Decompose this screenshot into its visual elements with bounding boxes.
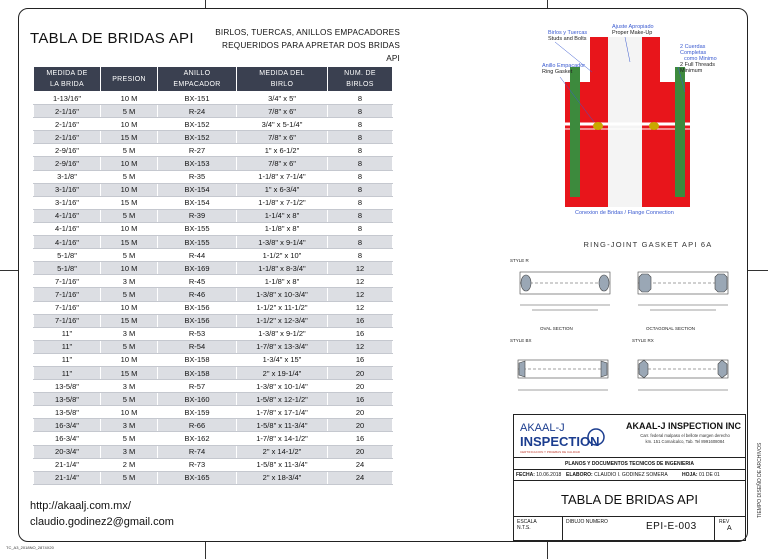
elaboro-value: CLAUDIO I. GODINEZ SOMERA — [594, 472, 668, 478]
table-cell: 1-3/8" x 9-1/2" — [237, 327, 328, 340]
table-cell: R-54 — [158, 340, 237, 353]
table-cell: BX-165 — [158, 471, 237, 484]
table-cell: 8 — [328, 170, 393, 183]
table-cell: 1-1/8" x 8" — [237, 275, 328, 288]
label-studs-en: Studs and Bolts — [548, 36, 587, 42]
table-cell: 10 M — [101, 222, 158, 235]
elaboro-field — [566, 472, 668, 478]
label-threads: 2 Cuerdas — [680, 44, 706, 50]
table-cell: 3/4" x 5" — [237, 92, 328, 105]
table-cell: BX-169 — [158, 262, 237, 275]
company-name: AKAAL-J INSPECTION INC — [626, 421, 742, 431]
style-rx-drawing — [638, 360, 728, 390]
address-line: Carr. federal malpaso el bellote margen derecho — [640, 433, 730, 438]
table-cell: 8 — [328, 92, 393, 105]
table-cell: BX-156 — [158, 301, 237, 314]
column-header — [328, 67, 393, 92]
table-cell: 15 M — [101, 314, 158, 327]
table-cell: 7-1/16" — [34, 275, 101, 288]
table-cell: BX-156 — [158, 314, 237, 327]
column-header-line: NUM. DE — [344, 70, 376, 77]
table-cell: 1-1/8" x 7-1/4" — [237, 170, 328, 183]
table-row — [34, 262, 393, 275]
table-cell: 24 — [328, 471, 393, 484]
table-row — [34, 236, 393, 249]
table-row — [34, 445, 393, 458]
table-cell: 15 M — [101, 236, 158, 249]
column-header-line: BIRLOS — [346, 81, 374, 88]
edge-tick — [547, 542, 548, 559]
table-cell: 7-1/16" — [34, 288, 101, 301]
table-row — [34, 393, 393, 406]
table-cell: 12 — [328, 340, 393, 353]
table-cell: 10 M — [101, 301, 158, 314]
table-cell: 20 — [328, 406, 393, 419]
style-bx-drawing — [518, 360, 608, 390]
escala-field — [517, 519, 537, 531]
table-cell: 16-3/4" — [34, 432, 101, 445]
table-row — [34, 406, 393, 419]
bottom-code: TC_A3_2018NO_2874X20 — [6, 545, 54, 550]
hoja-value: 01 DE 01 — [698, 472, 720, 478]
table-cell: 10 M — [101, 406, 158, 419]
oval-section-drawing — [520, 272, 610, 310]
dibujo-number: EPI-E-003 — [646, 521, 697, 532]
table-cell: 1-3/8" x 10-3/4" — [237, 288, 328, 301]
table-row — [34, 288, 393, 301]
column-header — [237, 67, 328, 92]
label-threads-en: Minimum — [680, 68, 703, 74]
table-cell: 21-1/4" — [34, 458, 101, 471]
label-ring: Anillo Empacador — [542, 63, 586, 69]
table-cell: 8 — [328, 157, 393, 170]
table-cell: 10 M — [101, 353, 158, 366]
table-cell: 7-1/16" — [34, 314, 101, 327]
table-cell: 2-1/16" — [34, 131, 101, 144]
table-cell: 16 — [328, 432, 393, 445]
table-cell: 7/8" x 6" — [237, 105, 328, 118]
column-header — [34, 67, 101, 92]
table-cell: BX-154 — [158, 196, 237, 209]
table-cell: BX-155 — [158, 236, 237, 249]
table-cell: 1-3/8" x 10-1/4" — [237, 380, 328, 393]
table-cell: BX-155 — [158, 222, 237, 235]
table-cell: 11" — [34, 353, 101, 366]
column-header-line: BIRLO — [270, 81, 294, 88]
table-cell: 5 M — [101, 393, 158, 406]
table-cell: 3 M — [101, 275, 158, 288]
table-cell: 8 — [328, 249, 393, 262]
table-row — [34, 353, 393, 366]
table-row — [34, 118, 393, 131]
label-threads: Completas — [680, 50, 707, 56]
table-cell: 8 — [328, 196, 393, 209]
contact-info — [30, 498, 174, 530]
table-cell: 12 — [328, 262, 393, 275]
column-header-line: MEDIDA DE — [46, 70, 88, 77]
table-cell: R-74 — [158, 445, 237, 458]
table-cell: 20 — [328, 366, 393, 379]
column-header-line: LA BRIDA — [50, 81, 84, 88]
side-margin-text — [752, 368, 764, 518]
table-cell: 5 M — [101, 471, 158, 484]
bolt-left — [570, 67, 580, 197]
table-row — [34, 222, 393, 235]
table-cell: 5 M — [101, 144, 158, 157]
table-cell: BX-152 — [158, 131, 237, 144]
table-row — [34, 471, 393, 484]
table-cell: 3 M — [101, 380, 158, 393]
table-cell: 1-1/2" x 10" — [237, 249, 328, 262]
subtitle-line: REQUERIDOS PARA APRETAR DOS BRIDAS API — [221, 41, 400, 63]
table-cell: BX-153 — [158, 157, 237, 170]
table-cell: 8 — [328, 118, 393, 131]
address-line: km. 151 Comalcalco, Tab. Tel 8991608084 — [645, 439, 725, 444]
table-cell: 1" x 6-3/4" — [237, 183, 328, 196]
table-cell: 2" x 18-3/4" — [237, 471, 328, 484]
table-cell: 3-1/16" — [34, 183, 101, 196]
table-cell: 15 M — [101, 131, 158, 144]
table-cell: R-24 — [158, 105, 237, 118]
fecha-value: 10.06.2018 — [536, 472, 562, 478]
table-cell: 5-1/8" — [34, 262, 101, 275]
dibujo-label: DIBUJO NUMERO — [566, 519, 608, 525]
table-row — [34, 275, 393, 288]
table-cell: 16 — [328, 327, 393, 340]
table-cell: BX-160 — [158, 393, 237, 406]
table-row — [34, 301, 393, 314]
table-row — [34, 432, 393, 445]
table-cell: 1" x 6-1/2" — [237, 144, 328, 157]
table-row — [34, 105, 393, 118]
column-header-line: PRESION — [112, 75, 146, 83]
edge-tick — [205, 542, 206, 559]
rev-label: REV — [719, 519, 730, 525]
table-cell: 5 M — [101, 340, 158, 353]
table-cell: BX-159 — [158, 406, 237, 419]
table-cell: 1-1/2" x 12-3/4" — [237, 314, 328, 327]
margin-text: TIEMPO DISEÑO DE ARCHIVOS — [757, 442, 763, 518]
table-row — [34, 157, 393, 170]
table-cell: 1-7/8" x 17-1/4" — [237, 406, 328, 419]
table-cell: 5 M — [101, 249, 158, 262]
table-cell: 10 M — [101, 118, 158, 131]
table-cell: 2-1/16" — [34, 118, 101, 131]
table-cell: R-73 — [158, 458, 237, 471]
table-cell: 10 M — [101, 157, 158, 170]
column-header-line: EMPACADOR — [173, 81, 221, 88]
table-cell: 7-1/16" — [34, 301, 101, 314]
table-cell: 1-5/8" x 12-1/2" — [237, 393, 328, 406]
table-cell: 10 M — [101, 92, 158, 105]
table-row — [34, 314, 393, 327]
table-cell: 2-9/16" — [34, 157, 101, 170]
table-cell: 1-1/4" x 8" — [237, 209, 328, 222]
table-cell: 12 — [328, 301, 393, 314]
table-cell: 13-5/8" — [34, 406, 101, 419]
table-cell: 5 M — [101, 209, 158, 222]
octagonal-section-drawing — [638, 272, 728, 310]
table-row — [34, 366, 393, 379]
edge-tick — [205, 0, 206, 8]
table-cell: BX-151 — [158, 92, 237, 105]
style-rx-label: STYLE RX — [632, 338, 654, 343]
fecha-label: FECHA: — [516, 472, 535, 478]
table-cell: 7/8" x 6" — [237, 131, 328, 144]
label-ring-en: Ring Gasket — [542, 69, 573, 75]
table-cell: BX-152 — [158, 118, 237, 131]
table-cell: R-39 — [158, 209, 237, 222]
table-header-row — [34, 67, 393, 92]
table-cell: 1-13/16" — [34, 92, 101, 105]
table-cell: 8 — [328, 105, 393, 118]
fecha-field — [516, 472, 561, 478]
table-cell: 3/4" x 5-1/4" — [237, 118, 328, 131]
label-threads: como Minimo — [684, 56, 717, 62]
table-cell: 5-1/8" — [34, 249, 101, 262]
table-cell: 1-5/8" x 11-3/4" — [237, 458, 328, 471]
table-cell: 11" — [34, 340, 101, 353]
table-cell: 8 — [328, 131, 393, 144]
table-cell: BX-154 — [158, 183, 237, 196]
label-threads-en: 2 Full Threads — [680, 62, 716, 68]
logo-text-top: AKAAL-J — [520, 422, 565, 434]
table-cell: 10 M — [101, 262, 158, 275]
table-cell: 3 M — [101, 327, 158, 340]
table-row — [34, 196, 393, 209]
table-cell: R-27 — [158, 144, 237, 157]
flange-connection-diagram — [530, 22, 745, 222]
table-cell: 16 — [328, 314, 393, 327]
table-cell: 3 M — [101, 445, 158, 458]
table-cell: 12 — [328, 288, 393, 301]
edge-tick — [0, 270, 18, 271]
table-cell: 16-3/4" — [34, 419, 101, 432]
table-cell: R-66 — [158, 419, 237, 432]
table-cell: 20-3/4" — [34, 445, 101, 458]
table-row — [34, 380, 393, 393]
table-cell: 1-1/8" x 8" — [237, 222, 328, 235]
table-cell: 7/8" x 6" — [237, 157, 328, 170]
label-studs: Birlos y Tuercas — [548, 30, 588, 36]
table-cell: 13-5/8" — [34, 380, 101, 393]
table-cell: 1-1/8" x 7-1/2" — [237, 196, 328, 209]
table-cell: 13-5/8" — [34, 393, 101, 406]
rev-field — [719, 519, 732, 532]
table-row — [34, 209, 393, 222]
table-cell: BX-158 — [158, 366, 237, 379]
page-title: TABLA DE BRIDAS API — [30, 30, 194, 47]
column-header — [101, 67, 158, 92]
table-row — [34, 419, 393, 432]
table-cell: 8 — [328, 236, 393, 249]
table-cell: R-46 — [158, 288, 237, 301]
table-cell: 2-1/16" — [34, 105, 101, 118]
table-cell: 21-1/4" — [34, 471, 101, 484]
table-cell: 15 M — [101, 196, 158, 209]
table-cell: 16 — [328, 393, 393, 406]
website-link[interactable]: http://akaalj.com.mx/ — [30, 500, 131, 512]
table-cell: 3-1/16" — [34, 196, 101, 209]
table-cell: 5 M — [101, 170, 158, 183]
label-makeup-en: Proper Make-Up — [612, 30, 653, 36]
label-connection: Conexion de Bridas / Flange Connection — [575, 210, 674, 216]
escala-value: N.T.S. — [517, 525, 531, 531]
table-cell: 8 — [328, 144, 393, 157]
hoja-label: HOJA: — [682, 472, 698, 478]
ring-joint-title: RING-JOINT GASKET API 6A — [583, 240, 713, 249]
oval-section-label: OVAL SECTION — [540, 326, 573, 331]
table-row — [34, 131, 393, 144]
table-cell: 4-1/16" — [34, 236, 101, 249]
table-cell: 5 M — [101, 105, 158, 118]
logo-text-main: INSPECTION — [520, 434, 600, 449]
plans-heading: PLANOS Y DOCUMENTOS TECNICOS DE INGENIERIA — [565, 461, 694, 467]
table-cell: 3 M — [101, 419, 158, 432]
company-address — [626, 433, 744, 445]
table-cell: 1-7/8" x 13-3/4" — [237, 340, 328, 353]
table-cell: 10 M — [101, 183, 158, 196]
table-cell: R-44 — [158, 249, 237, 262]
table-cell: 1-1/8" x 8-3/4" — [237, 262, 328, 275]
table-cell: 20 — [328, 445, 393, 458]
table-cell: 4-1/16" — [34, 222, 101, 235]
column-header-line: MEDIDA DEL — [259, 70, 305, 77]
style-bx-label: STYLE BX — [510, 338, 532, 343]
table-row — [34, 92, 393, 105]
label-makeup: Ajuste Apropiado — [612, 24, 654, 30]
table-cell: 15 M — [101, 366, 158, 379]
table-cell: 3-1/8" — [34, 170, 101, 183]
table-row — [34, 249, 393, 262]
table-cell: 1-7/8" x 14-1/2" — [237, 432, 328, 445]
table-cell: 20 — [328, 419, 393, 432]
column-header — [158, 67, 237, 92]
table-cell: BX-158 — [158, 353, 237, 366]
escala-label: ESCALA — [517, 519, 537, 525]
table-cell: 1-3/4" x 15" — [237, 353, 328, 366]
column-header-line: ANILLO — [183, 70, 211, 77]
edge-tick — [547, 0, 548, 8]
table-row — [34, 183, 393, 196]
drawing-title: TABLA DE BRIDAS API — [560, 492, 699, 507]
hoja-field — [682, 472, 720, 478]
table-row — [34, 144, 393, 157]
elaboro-label: ELABORO: — [566, 472, 593, 478]
table-cell: R-45 — [158, 275, 237, 288]
table-cell: R-57 — [158, 380, 237, 393]
edge-tick — [748, 270, 768, 271]
table-cell: 1-1/2" x 11-1/2" — [237, 301, 328, 314]
table-cell: 11" — [34, 366, 101, 379]
table-cell: 8 — [328, 209, 393, 222]
title-block — [513, 414, 746, 541]
table-cell: R-35 — [158, 170, 237, 183]
table-cell: 8 — [328, 222, 393, 235]
octagonal-section-label: OCTAGONAL SECTION — [646, 326, 696, 331]
table-cell: 2 M — [101, 458, 158, 471]
style-r-label: STYLE R — [510, 258, 529, 263]
table-cell: 2-9/16" — [34, 144, 101, 157]
table-row — [34, 340, 393, 353]
table-cell: 1-3/8" x 9-1/4" — [237, 236, 328, 249]
table-cell: 4-1/16" — [34, 209, 101, 222]
ring-joint-gasket-diagram — [508, 250, 746, 410]
table-body — [34, 92, 393, 485]
table-cell: 12 — [328, 275, 393, 288]
table-cell: BX-162 — [158, 432, 237, 445]
subtitle-line: BIRLOS, TUERCAS, ANILLOS EMPACADORES — [215, 28, 400, 37]
table-cell: 1-5/8" x 11-3/4" — [237, 419, 328, 432]
table-cell: 16 — [328, 353, 393, 366]
table-cell: R-53 — [158, 327, 237, 340]
akaal-j-logo — [518, 419, 618, 457]
table-row — [34, 170, 393, 183]
table-row — [34, 458, 393, 471]
table-cell: 5 M — [101, 288, 158, 301]
table-cell: 20 — [328, 380, 393, 393]
table-cell: 2" x 19-1/4" — [237, 366, 328, 379]
flange-table — [33, 66, 393, 485]
email-link[interactable]: claudio.godinez2@gmail.com — [30, 516, 174, 528]
table-cell: 24 — [328, 458, 393, 471]
table-cell: 5 M — [101, 432, 158, 445]
table-row — [34, 327, 393, 340]
table-cell: 2" x 14-1/2" — [237, 445, 328, 458]
page-subtitle — [210, 26, 400, 65]
table-cell: 8 — [328, 183, 393, 196]
logo-tagline: CERTIFICACION Y PRUEBAS DE CALIDAD — [520, 450, 581, 454]
rev-value: A — [727, 525, 732, 532]
table-cell: 11" — [34, 327, 101, 340]
